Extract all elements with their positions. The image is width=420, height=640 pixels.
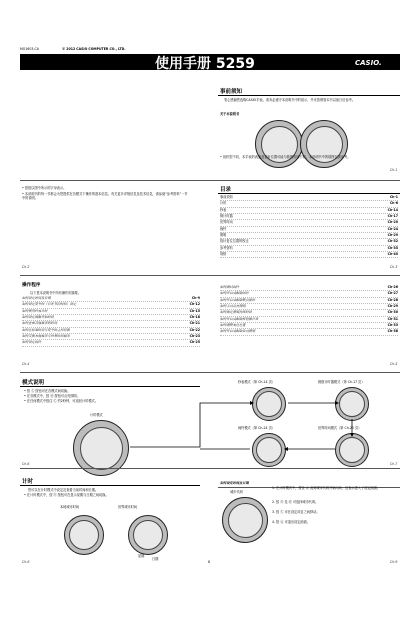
rule (218, 193, 400, 194)
intro-text: 以下是本说明书中所有操作的摘要。 (30, 291, 81, 295)
page-number: Ch-1 (390, 168, 398, 172)
operation-page: Ch-29 (387, 304, 398, 309)
intro-text: 衷心感谢您选购CASIO手表。请务必遵守本说明书中的指示，并妥善保管本书以备日后参考。 (224, 98, 356, 102)
note-text: • 在计时模式中，按 Ⓓ 按钮可在显示星期与日期之间切换。 (24, 493, 109, 497)
toc-title: 照明 (220, 233, 227, 238)
operation-title: 如何设定时间及日期 (22, 296, 51, 300)
page-number: Ch-9 (390, 560, 398, 564)
intro-text: 您可以在计时模式中设定及查看当前时间和日期。 (28, 488, 99, 492)
operation-title: 如何手动点亮照明 (220, 304, 246, 309)
toc-title: 闹铃 (220, 226, 227, 231)
section-heading-notice: 事前须知 (220, 89, 243, 95)
timekeeping-mode-label: 计时模式 (90, 413, 103, 417)
page-number: Ch-3 (390, 265, 398, 269)
toc-title: 事前须知 (220, 195, 233, 199)
operation-page: Ch-26 (387, 285, 398, 289)
mode-label-worldtime: 世界时间模式（第 Ch-20 页） (318, 426, 362, 430)
note-text-1: • 按钮以图中所示的字母表示。 (22, 186, 67, 190)
world-city-label: 世界城市时间 (118, 505, 138, 509)
toc-title: 倒计时器 (220, 214, 233, 219)
note-text-2: • 本说明书的每一节都会为您提供在各模式下操作的基本信息。有关更多详细信息及技术信息，请参阅“参考资料”一节中的说明。 (22, 192, 188, 201)
toc-title: 世界时间 (220, 220, 233, 225)
operation-page: Ch-22 (189, 327, 200, 332)
rule (218, 95, 400, 96)
setting-watch (222, 497, 268, 543)
mode-label-alarm: 闹铃模式（第 Ch-24 页） (238, 426, 275, 430)
toc-page: Ch-1 (389, 195, 398, 199)
step-4: 4. 按 Ⓐ 可退出设定画面。 (272, 520, 310, 524)
operation-title: 如何开启或解除闹铃 (220, 291, 249, 296)
mode-label-stopwatch: 秒表模式（第 Ch-14 页） (238, 380, 275, 384)
toc-page: Ch-40 (387, 252, 398, 257)
operation-title: 如何开启或解除整点报时 (220, 297, 256, 302)
toc-page: Ch-6 (389, 201, 398, 206)
section-heading-modes: 模式说明 (22, 380, 45, 386)
subheading: 关于本说明书 (220, 112, 240, 116)
operation-title: 如何交换本地城市与世界时间城市 (22, 334, 70, 339)
operation-title: 如何设定夏令时（日光节约时间）设定 (22, 302, 77, 307)
operation-title: 如何设定倒数开始时间 (22, 315, 54, 320)
operation-page: Ch-38 (387, 329, 398, 334)
operation-page: Ch-28 (387, 297, 398, 302)
timekeeping-watch (128, 515, 168, 555)
step-3: 3. 按 Ⓒ 可在设定项目之间移动。 (272, 510, 320, 514)
page-number: Ch-5 (390, 362, 398, 366)
operation-title: 如何查看其他城市的时间 (22, 321, 58, 326)
toc-title: 指针复位位置的校正 (220, 239, 249, 244)
procedure-heading: 如何设定时间及日期 (220, 481, 249, 485)
page-title: 使用手册 5259 (155, 56, 255, 72)
page-number: Ch-2 (22, 265, 30, 269)
rule (20, 372, 400, 373)
toc-row[interactable] (220, 252, 398, 258)
operation-page: Ch-27 (387, 291, 398, 296)
operation-page: Ch-9 (191, 296, 200, 300)
model-code: MO1603-CA (20, 47, 39, 51)
brand-logo: CASIO. (355, 59, 382, 67)
page-number: Ch-4 (22, 362, 30, 366)
operation-page: Ch-33 (387, 323, 398, 328)
toc (220, 195, 398, 258)
home-city-label: 本地城市时间 (60, 505, 80, 509)
note-text-1: • 按 Ⓒ 按钮可在各模式间切换。 (24, 389, 71, 393)
toc-title: 计时 (220, 201, 227, 206)
toc-title: 规格 (220, 252, 227, 257)
section-heading-contents: 目录 (220, 187, 232, 193)
step-2: 2. 按 Ⓓ 及 Ⓑ 可选择城市代码。 (272, 500, 319, 504)
rule (20, 275, 400, 276)
step-1: 1. 在计时模式中，按住 Ⓐ 直到城市代码开始闪动，这表示进入了设定画面。 (272, 486, 381, 490)
day-caption: 星期 (138, 554, 145, 558)
operation-list (22, 296, 200, 347)
operation-page: Ch-18 (189, 315, 200, 320)
operation-title: 如何设定闹铃 (22, 340, 42, 345)
operation-title: 如何在标准时间与夏令时之间切换 (22, 327, 70, 332)
operation-page: Ch-12 (189, 302, 200, 307)
toc-page: Ch-20 (387, 220, 398, 225)
operation-title: 如何开启或解除按钮操作音 (220, 316, 259, 321)
note-text-3: • 在任何模式中按住 Ⓒ 约2秒钟，可返回计时模式。 (24, 399, 98, 403)
operation-title: 如何指定照明持续时间 (220, 310, 252, 315)
operation-title: 如何调整复位位置 (220, 323, 246, 328)
toc-page: Ch-29 (387, 233, 398, 238)
copyright: © 2012 CASIO COMPUTER CO., LTD. (62, 47, 126, 51)
toc-page: Ch-24 (387, 226, 398, 231)
operation-title: 如何开启或解除自动照明 (220, 329, 256, 334)
rule (20, 485, 200, 486)
toc-page: Ch-14 (387, 207, 398, 212)
timekeeping-watch (64, 515, 104, 555)
page-number: Ch-8 (22, 560, 30, 564)
rule (20, 468, 400, 469)
center-page-number: 8 (208, 560, 211, 564)
operation-title: 如何测试闹铃 (220, 285, 240, 289)
watch-illustration (300, 120, 348, 168)
operation-list (220, 285, 398, 336)
toc-page: Ch-17 (387, 214, 398, 219)
operation-row[interactable] (22, 340, 200, 346)
operation-row[interactable] (220, 329, 398, 335)
section-heading-timekeeping: 计时 (22, 479, 34, 485)
section-heading-operations: 操作程序 (22, 283, 41, 288)
operation-page: Ch-23 (189, 334, 200, 339)
toc-title: 秒表 (220, 207, 227, 212)
operation-page: Ch-25 (189, 340, 200, 345)
mode-cycle-arrows (130, 385, 400, 465)
operation-page: Ch-15 (189, 308, 200, 313)
note-text-2: • 在各模式中，按 Ⓑ 按钮可点亮照明。 (24, 394, 80, 398)
note-text: • 视机型不同，本手表的表盘及指针位置可能与插图有所不同。本说明书中的插图仅供参考。 (220, 155, 351, 159)
page-number: Ch-7 (390, 462, 398, 466)
city-code-label: 城市代码 (230, 490, 243, 494)
operation-page: Ch-30 (387, 310, 398, 315)
watch-illustration (255, 120, 303, 168)
toc-title: 参考资料 (220, 245, 233, 250)
operation-page: Ch-31 (387, 316, 398, 321)
mode-label-countdown: 倒数计时器模式（第 Ch-17 页） (318, 380, 365, 384)
date-caption: 日期 (152, 557, 159, 561)
toc-page: Ch-32 (387, 239, 398, 244)
rule (20, 180, 400, 181)
operation-page: Ch-21 (189, 321, 200, 326)
page-number: Ch-6 (22, 462, 30, 466)
toc-page: Ch-35 (387, 245, 398, 250)
operation-title: 如何使用秒表计时 (22, 308, 48, 313)
